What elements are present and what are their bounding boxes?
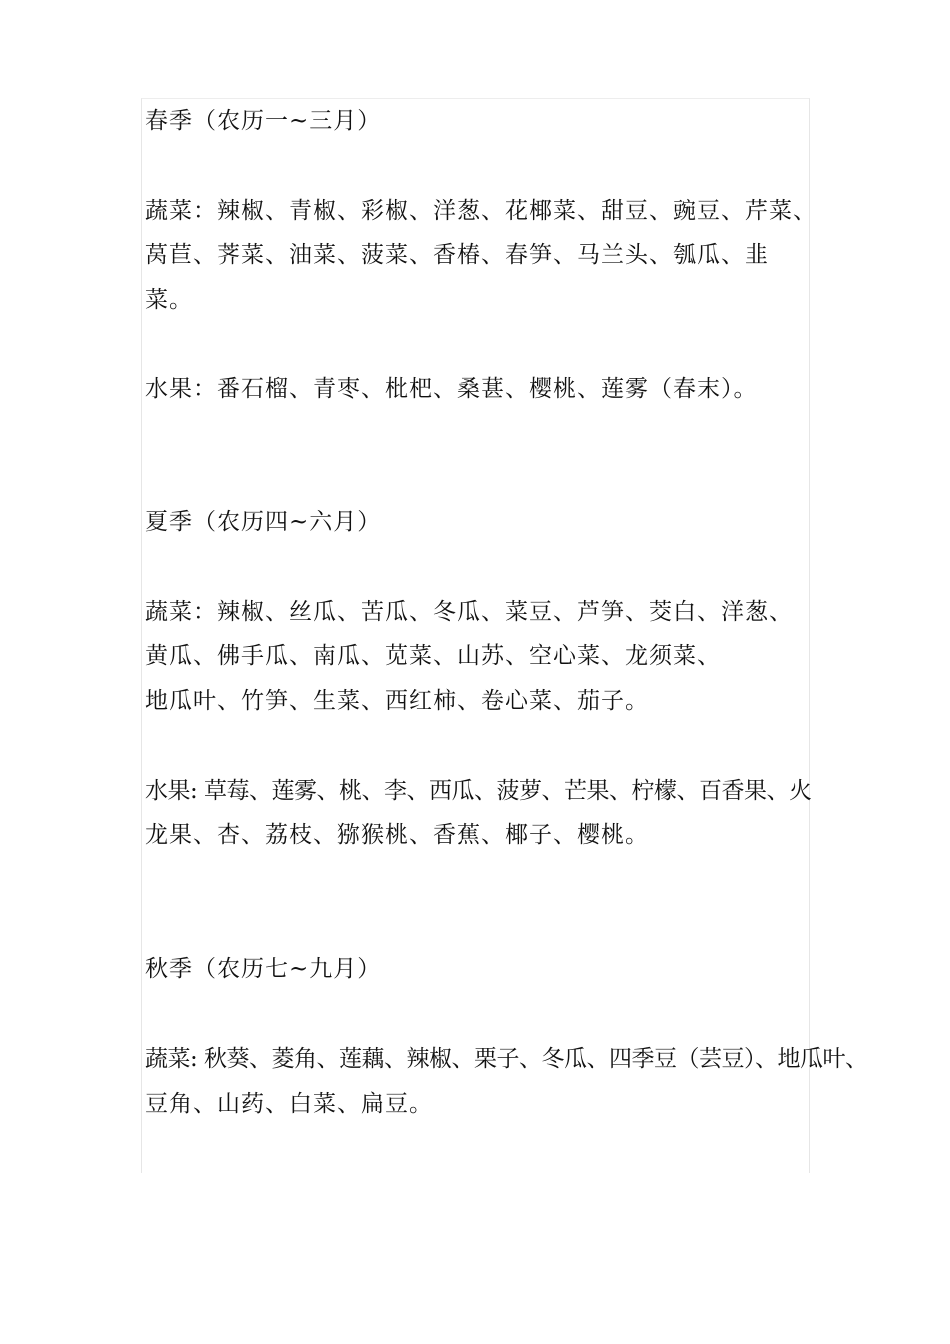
summer-vegetables-line-1: 蔬菜：辣椒、丝瓜、苦瓜、冬瓜、菜豆、芦笋、茭白、洋葱、	[145, 599, 793, 625]
spring-fruits-line-1: 水果：番石榴、青枣、枇杷、桑葚、樱桃、莲雾（春末）。	[145, 376, 758, 402]
summer-fruits-line-1: 水果: 草莓、莲雾、桃、李、西瓜、菠萝、芒果、柠檬、百香果、火	[145, 778, 812, 804]
summer-heading: 夏季（农历四~六月）	[145, 509, 382, 535]
spring-vegetables-line-2: 莴苣、荠菜、油菜、菠菜、香椿、春笋、马兰头、瓠瓜、韭	[145, 242, 769, 268]
autumn-vegetables-line-2: 豆角、山药、白菜、扁豆。	[145, 1091, 433, 1117]
summer-vegetables-line-3: 地瓜叶、竹笋、生菜、西红柿、卷心菜、茄子。	[145, 688, 649, 714]
spring-heading: 春季（农历一~三月）	[145, 108, 382, 134]
autumn-vegetables-line-1: 蔬菜: 秋葵、菱角、莲藕、辣椒、栗子、冬瓜、四季豆（芸豆）、地瓜叶、	[145, 1046, 868, 1072]
summer-vegetables-line-2: 黄瓜、佛手瓜、南瓜、苋菜、山苏、空心菜、龙须菜、	[145, 643, 721, 669]
spring-vegetables-line-3: 菜。	[145, 287, 193, 313]
autumn-heading: 秋季（农历七~九月）	[145, 956, 382, 982]
spring-vegetables-line-1: 蔬菜：辣椒、青椒、彩椒、洋葱、花椰菜、甜豆、豌豆、芹菜、	[145, 198, 817, 224]
summer-fruits-line-2: 龙果、杏、荔枝、猕猴桃、香蕉、椰子、樱桃。	[145, 822, 649, 848]
